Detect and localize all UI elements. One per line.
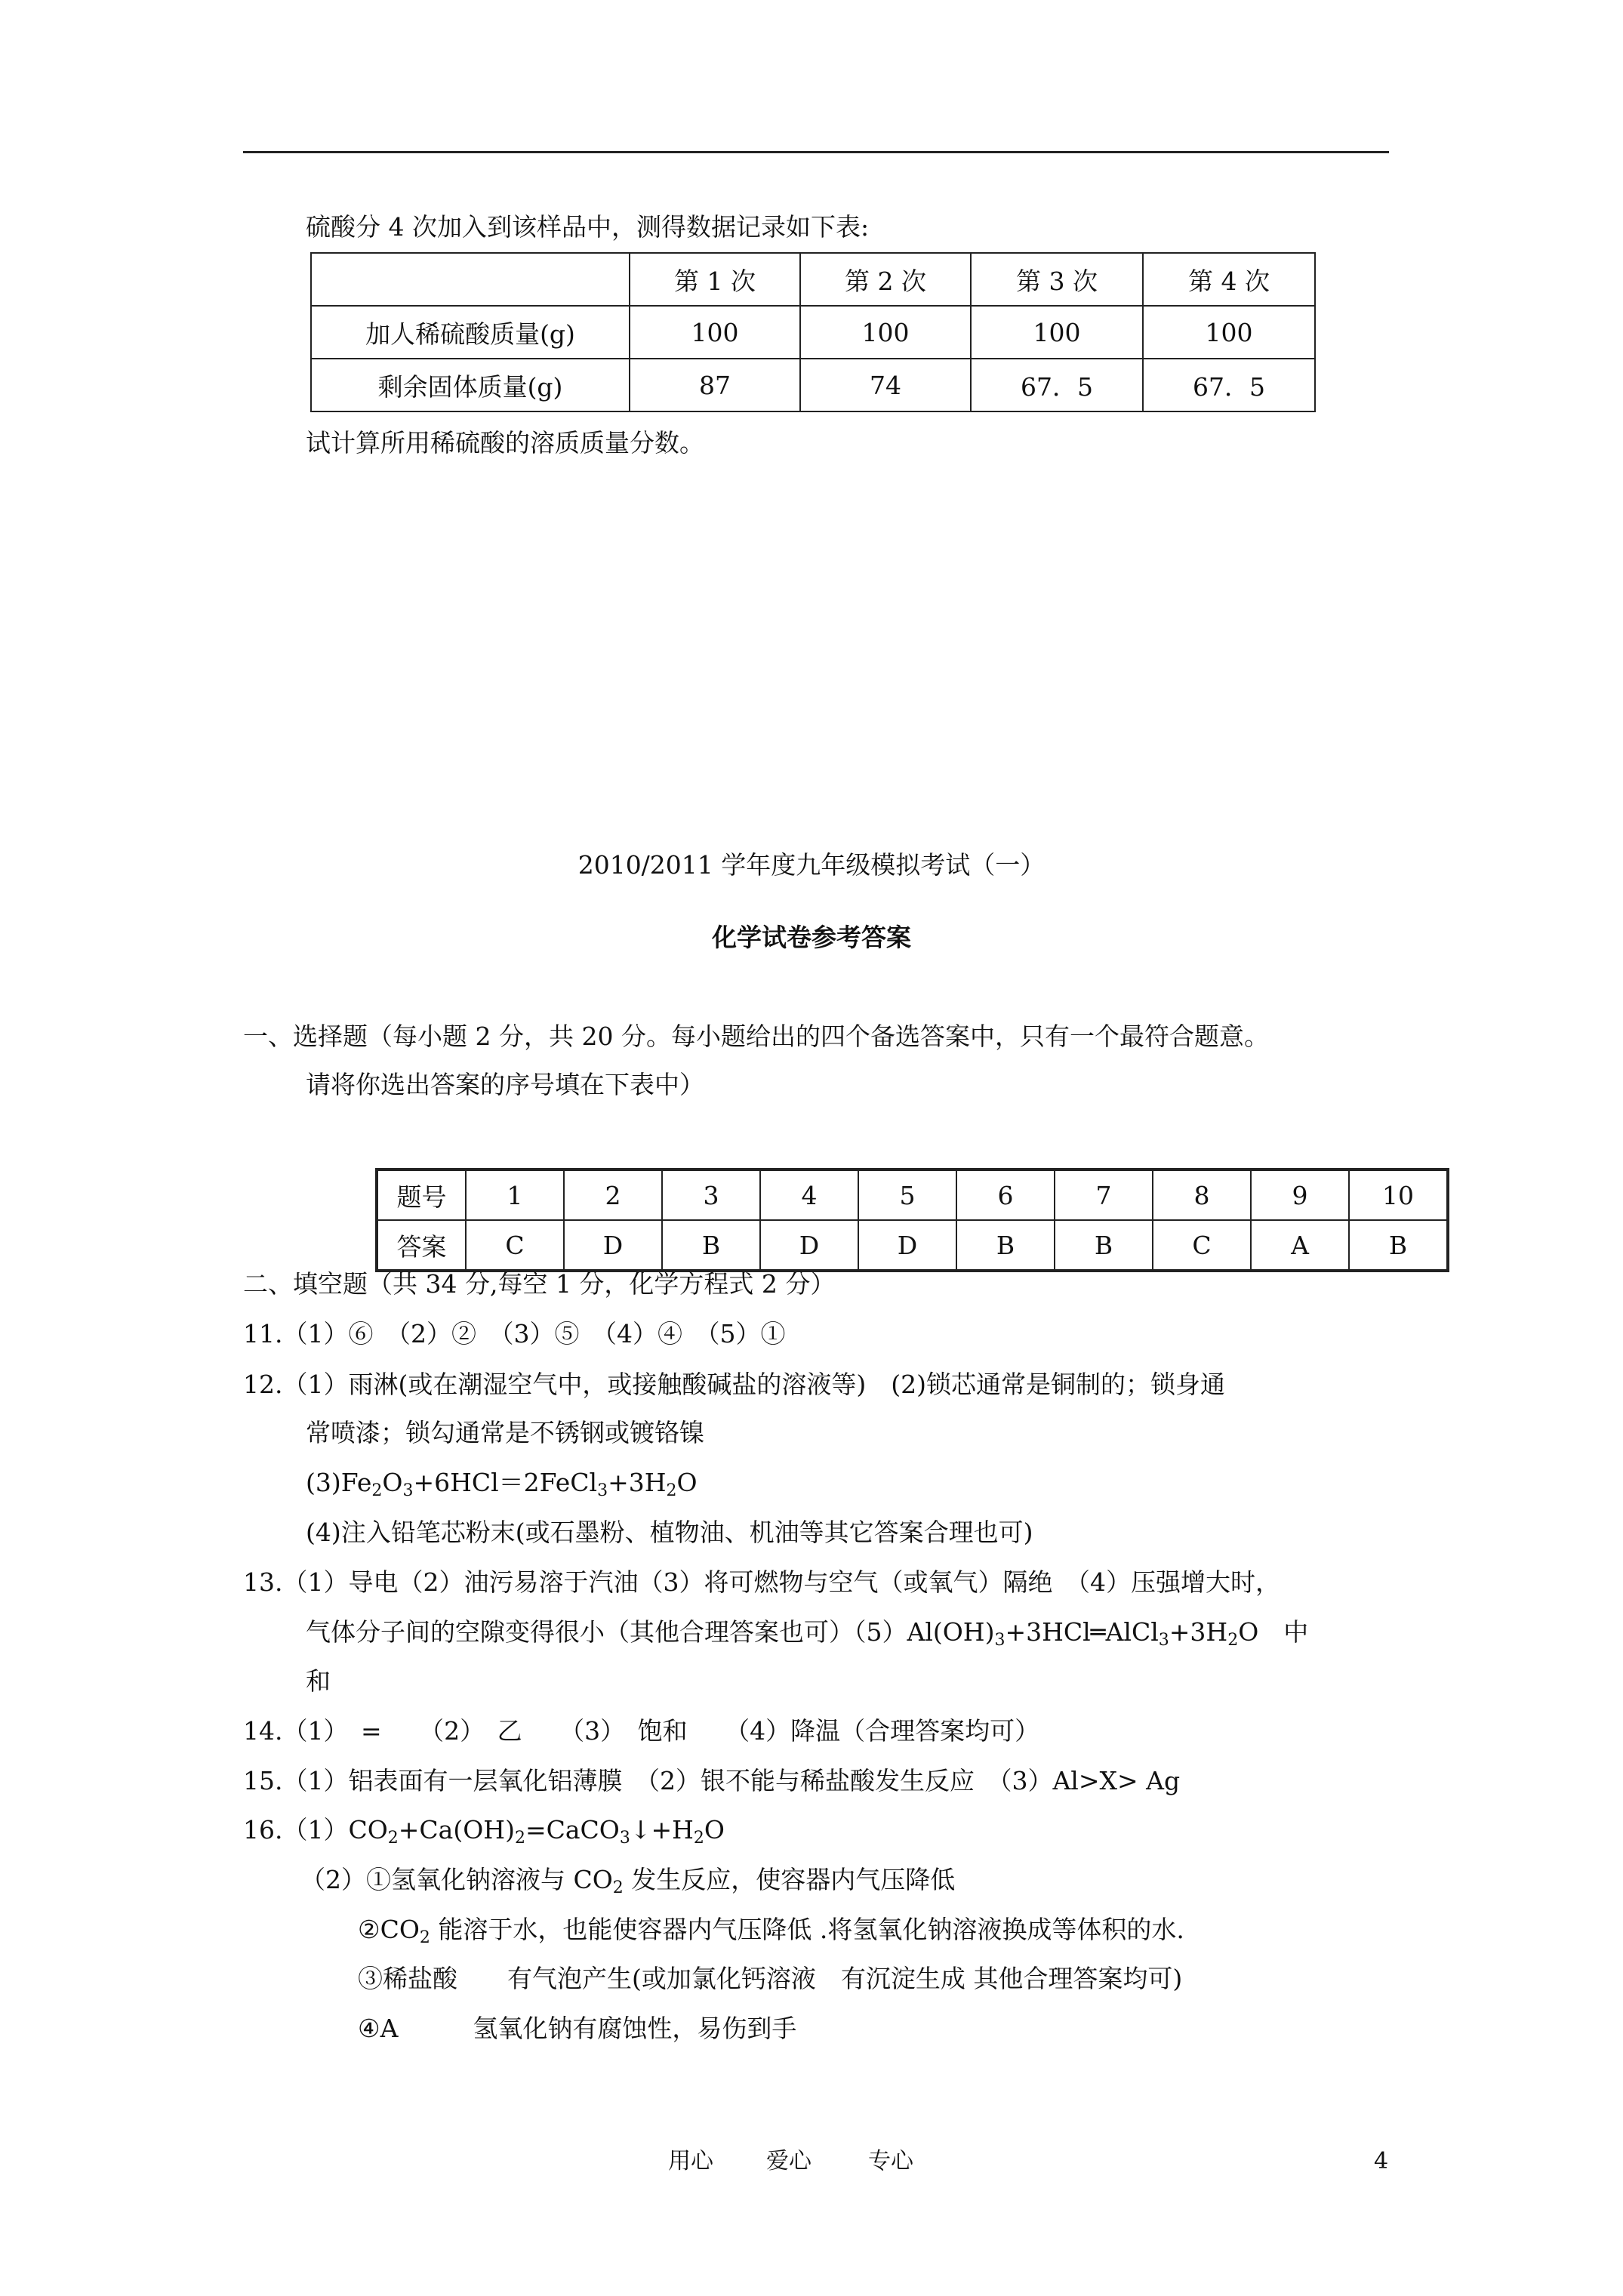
table-cell: 67．5: [1143, 359, 1315, 411]
answer-q16-line4: ③稀盐酸 有气泡产生(或加氯化钙溶液 有沉淀生成 其他合理答案均可): [358, 1964, 1183, 1993]
section1-heading-cont: 请将你选出答案的序号填在下表中）: [306, 1070, 704, 1099]
footer-motto-2: 爱心: [766, 2148, 812, 2174]
answer-q15: 15.（1）铝表面有一层氧化铝薄膜 （2）银不能与稀盐酸发生反应 （3）Al>X> Ag: [243, 1766, 1181, 1795]
answer-cell: B: [1349, 1220, 1448, 1271]
table-cell: 100: [1143, 306, 1315, 359]
footer-motto-1: 用心: [668, 2148, 713, 2174]
question-number: 2: [564, 1170, 662, 1220]
answer-cell: B: [1055, 1220, 1153, 1271]
table-header-cell: 第 2 次: [800, 253, 971, 306]
question-number: 4: [760, 1170, 858, 1220]
answer-q12-equation: $(3)Fe_2O_3+6HCl=2FeCl_3+3H_2O$: [306, 1468, 698, 1500]
answer-cell: D: [760, 1220, 858, 1271]
answer-cell: D: [564, 1220, 662, 1271]
table-cell: 100: [800, 306, 971, 359]
prev-question-intro: 硫酸分 4 次加入到该样品中，测得数据记录如下表:: [306, 212, 870, 242]
answer-cell: C: [466, 1220, 564, 1271]
question-number: 10: [1349, 1170, 1448, 1220]
answer-title: 2010/2011 学年度九年级模拟考试（一）: [577, 850, 1046, 880]
answer-q12-line2: 常喷漆；锁勾通常是不锈钢或镀铬镍: [306, 1418, 704, 1447]
row-label: 加人稀硫酸质量(g): [311, 306, 630, 359]
table-cell: 100: [971, 306, 1143, 359]
header-rule: [243, 151, 1389, 153]
answer-q13-line2: 气体分子间的空隙变得很小（其他合理答案也可）$(5)Al(OH)_3+3HCl═AlCl_3+3H_2O$ 中: [306, 1617, 1309, 1650]
answer-cell: B: [956, 1220, 1055, 1271]
answer-cell: A: [1251, 1220, 1349, 1271]
answer-q12-line1: 12.（1）雨淋(或在潮湿空气中，或接触酸碱盐的溶液等) (2)锁芯通常是铜制的；锁身通: [243, 1370, 1225, 1399]
answer-q14: 14.（1） = （2） 乙 （3） 饱和 （4）降温（合理答案均可）: [243, 1716, 1040, 1746]
answer-cell: B: [662, 1220, 760, 1271]
answer-q16-line5: ④A 氢氧化钠有腐蚀性，易伤到手: [358, 2014, 797, 2043]
answer-row: [377, 1220, 1448, 1271]
table-row: [311, 359, 1315, 411]
table-cell: 100: [630, 306, 800, 359]
prev-question-task: 试计算所用稀硫酸的溶质质量分数。: [306, 428, 704, 458]
question-number: 7: [1055, 1170, 1153, 1220]
table-row: [311, 306, 1315, 359]
answer-q16-line3: $②CO_2$ 能溶于水，也能使容器内气压降低 .将氢氧化钠溶液换成等体积的水.: [358, 1915, 1184, 1947]
choice-answer-table: [375, 1168, 1449, 1272]
answer-q13-line3: 和: [306, 1666, 331, 1696]
question-number: 3: [662, 1170, 760, 1220]
question-number: 6: [956, 1170, 1055, 1220]
question-number: 9: [1251, 1170, 1349, 1220]
table-cell: 87: [630, 359, 800, 411]
table-header-row: [311, 253, 1315, 306]
answer-q13-line1: 13.（1）导电（2）油污易溶于汽油（3）将可燃物与空气（或氧气）隔绝 （4）压强增大时，: [243, 1567, 1280, 1597]
answer-cell: C: [1153, 1220, 1251, 1271]
table-header-cell: 第 3 次: [971, 253, 1143, 306]
row-label: 剩余固体质量(g): [311, 359, 630, 411]
experiment-data-table: [310, 252, 1316, 412]
row-label: 题号: [377, 1170, 466, 1220]
question-number: 5: [858, 1170, 956, 1220]
table-header-cell: 第 4 次: [1143, 253, 1315, 306]
section1-heading: 一、选择题（每小题 2 分，共 20 分。每小题给出的四个备选答案中，只有一个最符合题意。: [243, 1022, 1269, 1051]
table-cell: 67．5: [971, 359, 1143, 411]
section2-heading: 二、填空题（共 34 分,每空 1 分，化学方程式 2 分）: [243, 1269, 836, 1299]
answer-cell: D: [858, 1220, 956, 1271]
table-header-cell: 第 1 次: [630, 253, 800, 306]
answer-q16-line1: $16.(1)CO_2+Ca(OH)_2=CaCO_3↓+H_2O$: [243, 1815, 725, 1848]
question-number-row: [377, 1170, 1448, 1220]
answer-q11: 11.（1）⑥ （2）② （3）⑤ （4）④ （5）①: [243, 1319, 786, 1348]
question-number: 8: [1153, 1170, 1251, 1220]
footer-motto-3: 专心: [868, 2148, 913, 2174]
table-cell: 74: [800, 359, 971, 411]
table-header-cell: [311, 253, 630, 306]
answer-subtitle: 化学试卷参考答案: [712, 923, 911, 952]
row-label: 答案: [377, 1220, 466, 1271]
page-number: 4: [1374, 2148, 1389, 2174]
answer-q16-line2: （2）①氢氧化钠溶液与 $CO_2$ 发生反应，使容器内气压降低: [300, 1865, 956, 1897]
question-number: 1: [466, 1170, 564, 1220]
answer-q12-line4: (4)注入铅笔芯粉末(或石墨粉、植物油、机油等其它答案合理也可): [306, 1518, 1033, 1547]
